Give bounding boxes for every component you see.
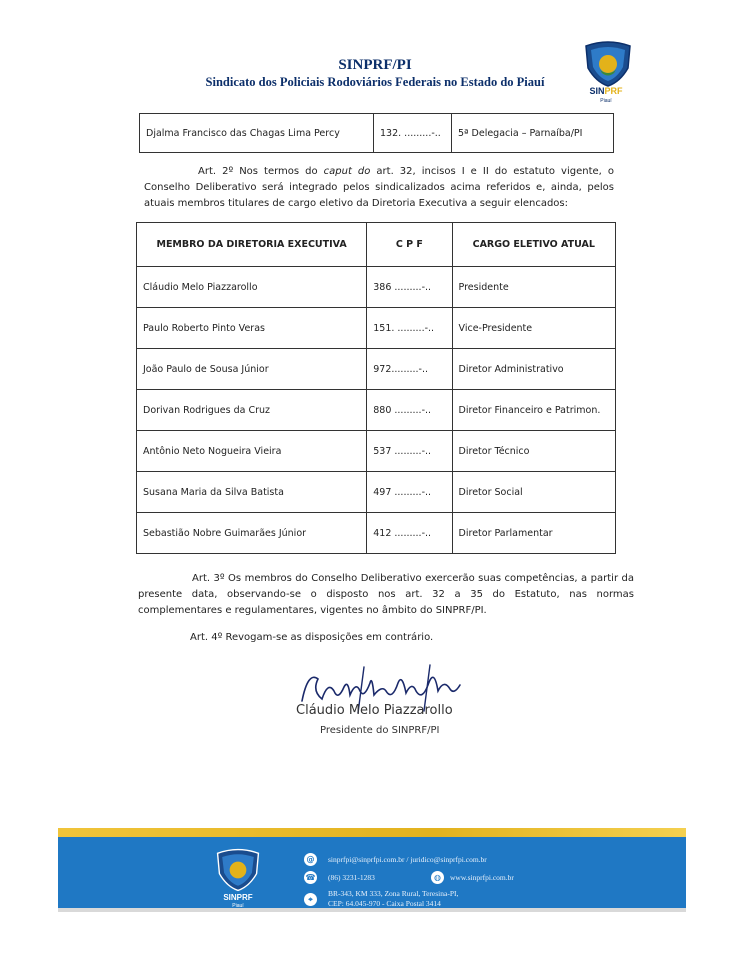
email-icon: @ <box>304 853 317 866</box>
delegacia-cell: 5ª Delegacia – Parnaíba/PI <box>452 114 614 153</box>
header-subtitle: Sindicato dos Policiais Rodoviários Federais no Estado do Piauí <box>205 75 545 89</box>
cpf-cell: 537 .........-.. <box>367 431 452 472</box>
globe-icon: ◍ <box>431 871 444 884</box>
footer-logo-wordmark: SINPRF <box>223 893 253 902</box>
footer-gold-stripe <box>58 828 686 837</box>
cpf-cell: 972.........-.. <box>367 349 452 390</box>
delegate-table <box>139 113 614 153</box>
cpf-cell: 151. .........-.. <box>367 308 452 349</box>
cpf-cell: 497 .........-.. <box>367 472 452 513</box>
footer-address-line2: CEP: 64.045-970 - Caixa Postal 3414 <box>328 899 441 908</box>
signatory-name: Cláudio Melo Piazzarollo <box>296 703 453 718</box>
footer-website[interactable]: www.sinprfpi.com.br <box>450 873 514 882</box>
member-name-cell: Paulo Roberto Pinto Veras <box>137 308 367 349</box>
role-cell: Diretor Parlamentar <box>452 513 615 554</box>
footer-phone: (86) 3231-1283 <box>328 873 375 882</box>
article-3-paragraph: Art. 3º Os membros do Conselho Deliberativo exercerão suas competências, a partir da presente data, observando-se o disposto nos art. 32 a 35 do Estatuto, nas normas complementares e regulamentares, vigentes no âmbito do SINPRF/PI. <box>138 573 634 616</box>
signatory-role: Presidente do SINPRF/PI <box>320 725 440 736</box>
member-name-cell: João Paulo de Sousa Júnior <box>137 349 367 390</box>
footer-bottom-stripe <box>58 908 686 912</box>
footer-shield-logo <box>212 846 264 894</box>
table-header-row <box>137 223 616 267</box>
role-cell: Diretor Financeiro e Patrimon. <box>452 390 615 431</box>
cpf-cell: 132. .........-.. <box>374 114 452 153</box>
column-header-role: CARGO ELETIVO ATUAL <box>452 223 615 267</box>
member-name-cell: Sebastião Nobre Guimarães Júnior <box>137 513 367 554</box>
cpf-cell: 386 .........-.. <box>367 267 452 308</box>
article-4-paragraph: Art. 4º Revogam-se as disposições em contrário. <box>190 632 434 643</box>
table-row <box>137 390 616 431</box>
table-row <box>137 513 616 554</box>
member-name-cell: Susana Maria da Silva Batista <box>137 472 367 513</box>
article-2-paragraph: Art. 2º Nos termos do caput do art. 32, incisos I e II do estatuto vigente, o Conselho Deliberativo será integrado pelos sindicalizados acima referidos e, ainda, pelos atuais membros titulares de cargo eletivo da Diretoria Executiva a seguir elencados: <box>144 166 614 209</box>
column-header-member: MEMBRO DA DIRETORIA EXECUTIVA <box>137 223 367 267</box>
executive-board-table <box>136 222 616 554</box>
role-cell: Diretor Social <box>452 472 615 513</box>
logo-state-label: Piauí <box>600 98 612 104</box>
role-cell: Vice-Presidente <box>452 308 615 349</box>
header-title: SINPRF/PI <box>338 57 412 73</box>
member-name-cell: Dorivan Rodrigues da Cruz <box>137 390 367 431</box>
location-pin-icon: ⌖ <box>304 893 317 906</box>
table-row <box>137 267 616 308</box>
member-name-cell: Antônio Neto Nogueira Vieira <box>137 431 367 472</box>
footer-address-line1: BR-343, KM 333, Zona Rural, Teresina-PI, <box>328 889 459 898</box>
footer-logo-state: Piauí <box>232 903 244 909</box>
table-row <box>137 472 616 513</box>
logo-wordmark: SINPRF <box>589 86 623 96</box>
table-row <box>140 114 614 153</box>
cpf-cell: 880 .........-.. <box>367 390 452 431</box>
column-header-cpf: C P F <box>367 223 452 267</box>
member-name-cell: Djalma Francisco das Chagas Lima Percy <box>140 114 374 153</box>
footer-email[interactable]: sinprfpi@sinprfpi.com.br / juridico@sinprfpi.com.br <box>328 855 487 864</box>
phone-icon: ☎ <box>305 873 316 882</box>
member-name-cell: Cláudio Melo Piazzarollo <box>137 267 367 308</box>
cpf-cell: 412 .........-.. <box>367 513 452 554</box>
role-cell: Diretor Técnico <box>452 431 615 472</box>
table-row <box>137 308 616 349</box>
table-row <box>137 431 616 472</box>
table-row <box>137 349 616 390</box>
role-cell: Diretor Administrativo <box>452 349 615 390</box>
role-cell: Presidente <box>452 267 615 308</box>
